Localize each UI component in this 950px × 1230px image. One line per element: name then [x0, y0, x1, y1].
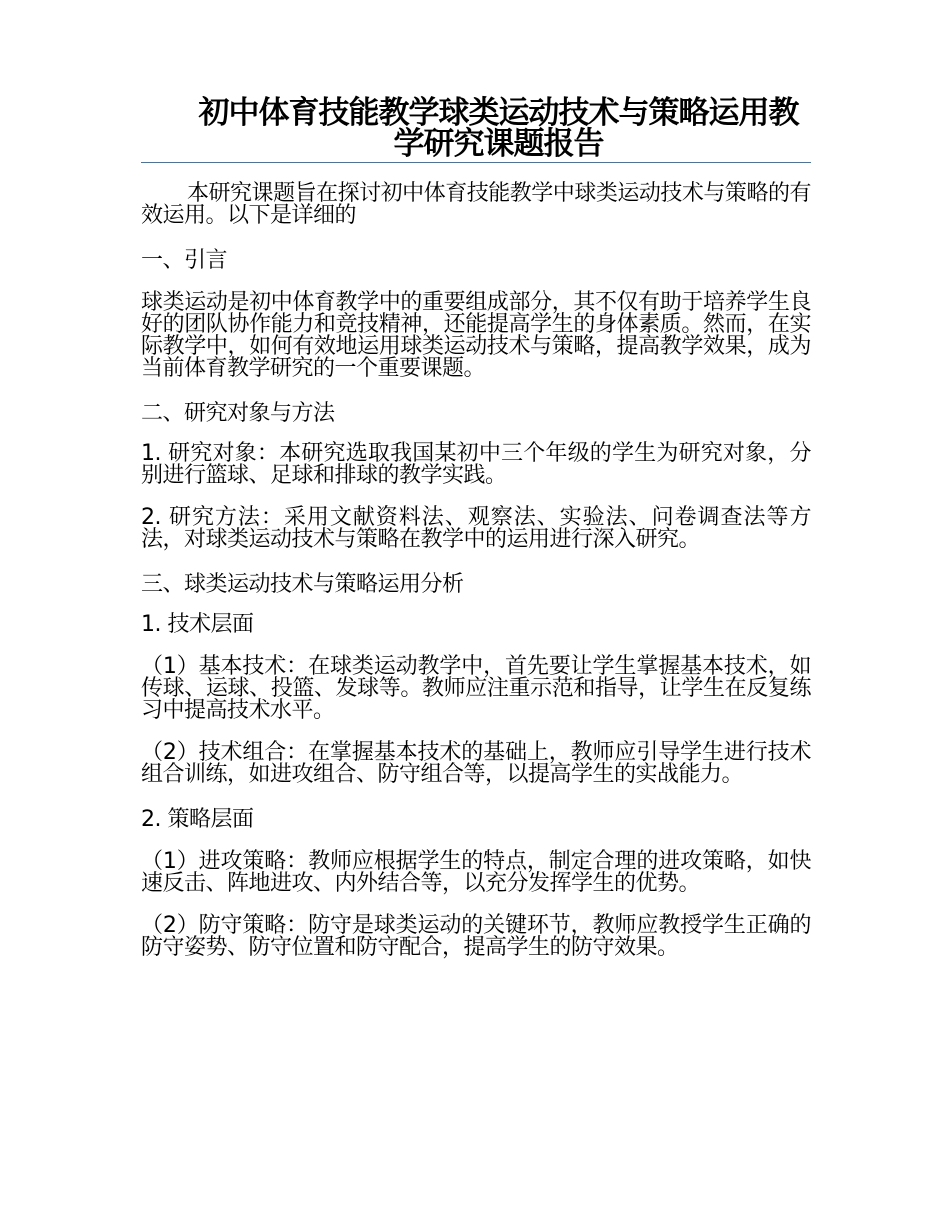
technique-combination-paragraph: （2）技术组合：在掌握基本技术的基础上，教师应引导学生进行技术组合训练，如进攻组合、防守组合等，以提高学生的实战能力。 — [141, 740, 811, 787]
research-methods-paragraph: 2. 研究方法：采用文献资料法、观察法、实验法、问卷调查法等方法，对球类运动技术与策略在教学中的运用进行深入研究。 — [141, 505, 811, 552]
section-heading-analysis: 三、球类运动技术与策略运用分析 — [141, 572, 464, 597]
introduction-paragraph: 球类运动是初中体育教学中的重要组成部分，其不仅有助于培养学生良好的团队协作能力和竞技精神，还能提高学生的身体素质。然而，在实际教学中，如何有效地运用球类运动技术与策略，提高教学效果，成为当前体育教学研究的一个重要课题。 — [141, 290, 811, 381]
offense-strategy-paragraph: （1）进攻策略：教师应根据学生的特点，制定合理的进攻策略，如快速反击、阵地进攻、内外结合等，以充分发挥学生的优势。 — [141, 849, 811, 896]
title-underline — [141, 162, 811, 163]
subheading-strategy: 2. 策略层面 — [141, 807, 254, 832]
subheading-technique: 1. 技术层面 — [141, 612, 254, 637]
section-heading-subjects-methods: 二、研究对象与方法 — [141, 401, 335, 426]
section-heading-introduction: 一、引言 — [141, 248, 228, 273]
basic-technique-paragraph: （1）基本技术：在球类运动教学中，首先要让学生掌握基本技术，如传球、运球、投篮、发球等。教师应注重示范和指导，让学生在反复练习中提高技术水平。 — [141, 654, 811, 723]
research-subjects-paragraph: 1. 研究对象：本研究选取我国某初中三个年级的学生为研究对象，分别进行篮球、足球和排球的教学实践。 — [141, 441, 811, 488]
defense-strategy-paragraph: （2）防守策略：防守是球类运动的关键环节，教师应教授学生正确的防守姿势、防守位置和防守配合，提高学生的防守效果。 — [141, 913, 811, 960]
document-page — [141, 95, 811, 960]
document-title: 初中体育技能教学球类运动技术与策略运用教学研究课题报告 — [198, 95, 799, 162]
intro-paragraph: 本研究课题旨在探讨初中体育技能教学中球类运动技术与策略的有效运用。以下是详细的 — [141, 181, 811, 228]
